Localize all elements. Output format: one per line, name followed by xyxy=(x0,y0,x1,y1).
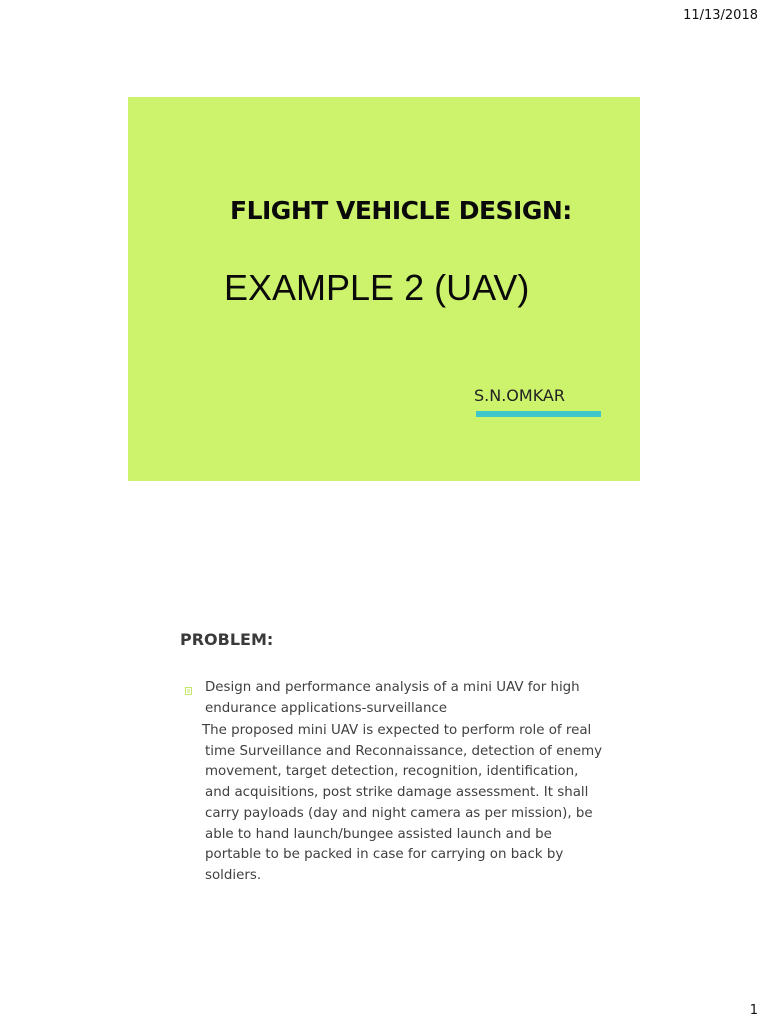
box-bullet-icon-graphic xyxy=(185,687,192,695)
title-slide xyxy=(128,97,640,481)
author-underline xyxy=(476,411,601,417)
problem-heading: PROBLEM: xyxy=(180,630,274,649)
problem-paragraph: The proposed mini UAV is expected to perform role of real time Surveillance and Reconnaissance, detection of enemy movement, target detection, recognition, identification, and acquisitions, post strike damage assessment. It shall carry payloads (day and night camera as per mission), be able to hand launch/bungee assisted launch and be portable to be packed in case for carrying on back by soldiers. xyxy=(202,723,603,883)
slide-subtitle: EXAMPLE 2 (UAV) xyxy=(224,267,530,308)
slide-title: FLIGHT VEHICLE DESIGN: xyxy=(230,196,572,225)
author-name: S.N.OMKAR xyxy=(474,386,565,405)
box-bullet-icon xyxy=(185,682,192,690)
page-date: 11/13/2018 xyxy=(683,8,758,23)
bullet-text: Design and performance analysis of a mini UAV for high endurance applications-surveillance xyxy=(205,680,580,716)
page-number: 1 xyxy=(749,1003,758,1018)
